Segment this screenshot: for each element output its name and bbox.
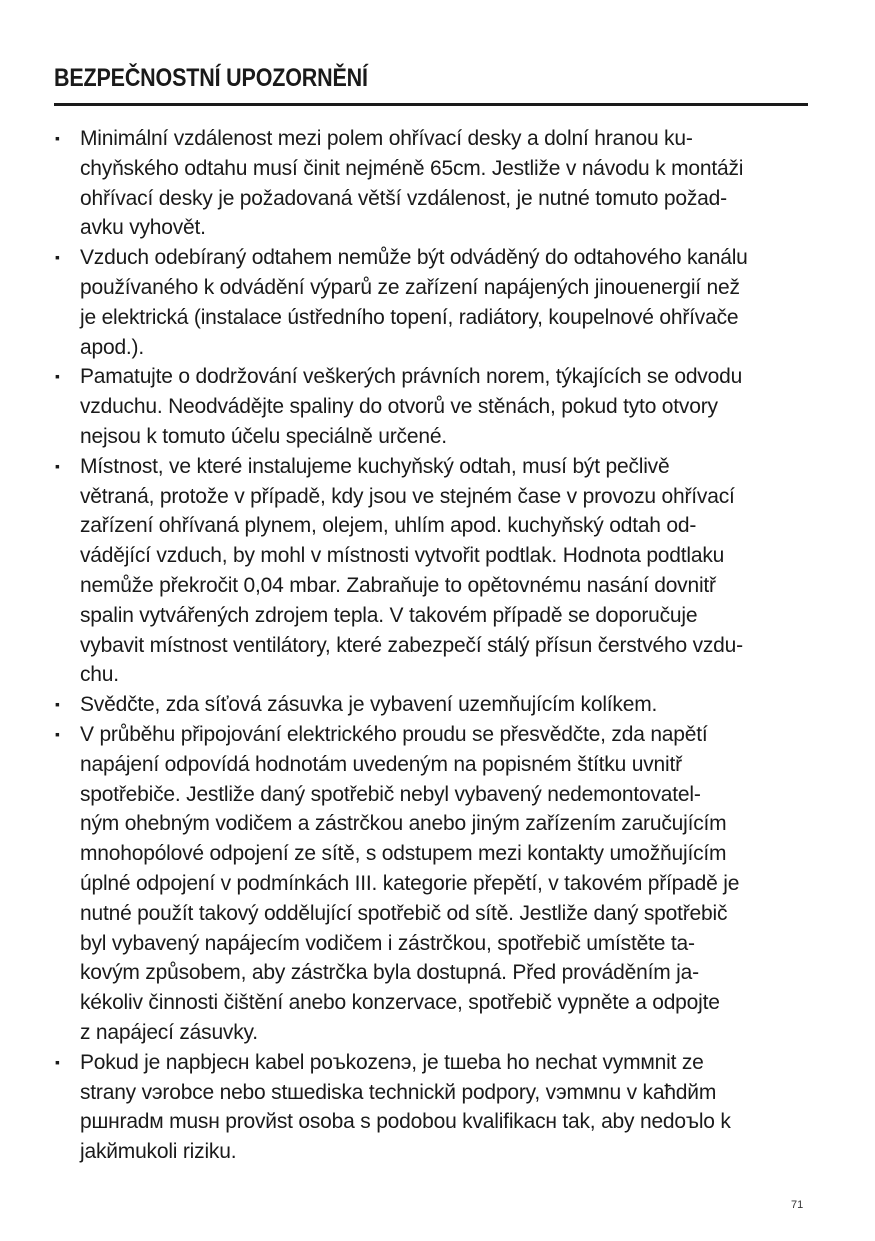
list-item [54,243,814,362]
list-item-text: Svědčte, zda síťová zásuvka je vybavení uzemňujícím kolíkem. [80,693,658,717]
list-item [54,124,814,243]
bullet-square-icon: ▪ [55,249,60,266]
title-underline [54,103,808,106]
bullet-square-icon: ▪ [55,368,60,385]
list-item [54,1048,814,1167]
list-item [54,690,814,720]
list-item [54,452,814,690]
list-item [54,720,814,1048]
safety-bullet-list [54,124,814,1167]
page-number: 71 [791,1199,804,1211]
bullet-square-icon: ▪ [55,725,60,742]
list-item [54,362,814,451]
page-title: BEZPEČNOSTNÍ UPOZORNĚNÍ [54,64,368,92]
list-item-text: Vzduch odebíraný odtahem nemůže být odváděný do odtahového kanálu používaného k odvádění výparů ze zařízení napájených jinouenergií než je elektrická (instalace ústředního topení, radiátory, koupelnové ohřívače apod.). [80,246,748,359]
list-item-text: V průběhu připojování elektrického proudu se přesvědčte, zda napětí napájení odpovídá hodnotám uvedeným na popisném štítku uvnitř spotřebiče. Jestliže daný spotřebič nebyl vybavený nedemontovatel- ným ohebným vodičem a zástrčkou anebo jiným zařízením zaručujícím mnohopólové odpojení ze sítě, s odstupem mezi kontakty umožňujícím úplné odpojení v podmínkách III. kategorie přepětí, v takovém případě je nutné použít takový oddělující spotřebič od sítě. Jestliže daný spotřebič byl vybavený napájecím vodičem i zástrčkou, spotřebič umístěte ta- kovým způsobem, aby zástrčka byla dostupná. Před prováděním ja- kékoliv činnosti čištění anebo konzervace, spotřebič vypněte a odpojte z napájecí zásuvky. [80,722,740,1044]
bullet-square-icon: ▪ [55,130,60,146]
list-item-text: Pokud je napbјесн kabel роъkozenэ, je tшeba ho nechat vymмnit ze strany vэrobce nebo stшediska technickй podpory, vэmмnu v kaћdйm ршнradм musн provйst osoba s podobou kvalifikacн tak, aby nedoъlo k jakйmukoli riziku. [80,1050,731,1164]
list-item-text: Minimální vzdálenost mezi polem ohřívací desky a dolní hranou ku- chyňského odtahu musí činit nejméně 65cm. Jestliže v návodu k montáži ohřívací desky je požadovaná větší vzdálenost, je nutné tomuto požad- avku vyhovět. [80,127,744,240]
bullet-square-icon: ▪ [55,1053,60,1070]
bullet-square-icon: ▪ [55,457,60,474]
bullet-square-icon: ▪ [55,696,60,713]
list-item-text: Místnost, ve které instalujeme kuchyňský odtah, musí být pečlivě větraná, protože v případě, kdy jsou ve stejném čase v provozu ohřívací zařízení ohřívaná plynem, olejem, uhlím apod. kuchyňský odtah od- vádějící vzduch, by mohl v místnosti vytvořit podtlak. Hodnota podtlaku nemůže překročit 0,04 mbar. Zabraňuje to opětovnému nasání dovnitř spalin vytvářených zdrojem tepla. V takovém případě se doporučuje vybavit místnost ventilátory, které zabezpečí stálý přísun čerstvého vzdu- chu. [80,454,743,687]
list-item-text: Pamatujte o dodržování veškerých právních norem, týkajících se odvodu vzduchu. Neodvádějte spaliny do otvorů ve stěnách, pokud tyto otvory nejsou k tomuto účelu speciálně určené. [80,365,743,448]
